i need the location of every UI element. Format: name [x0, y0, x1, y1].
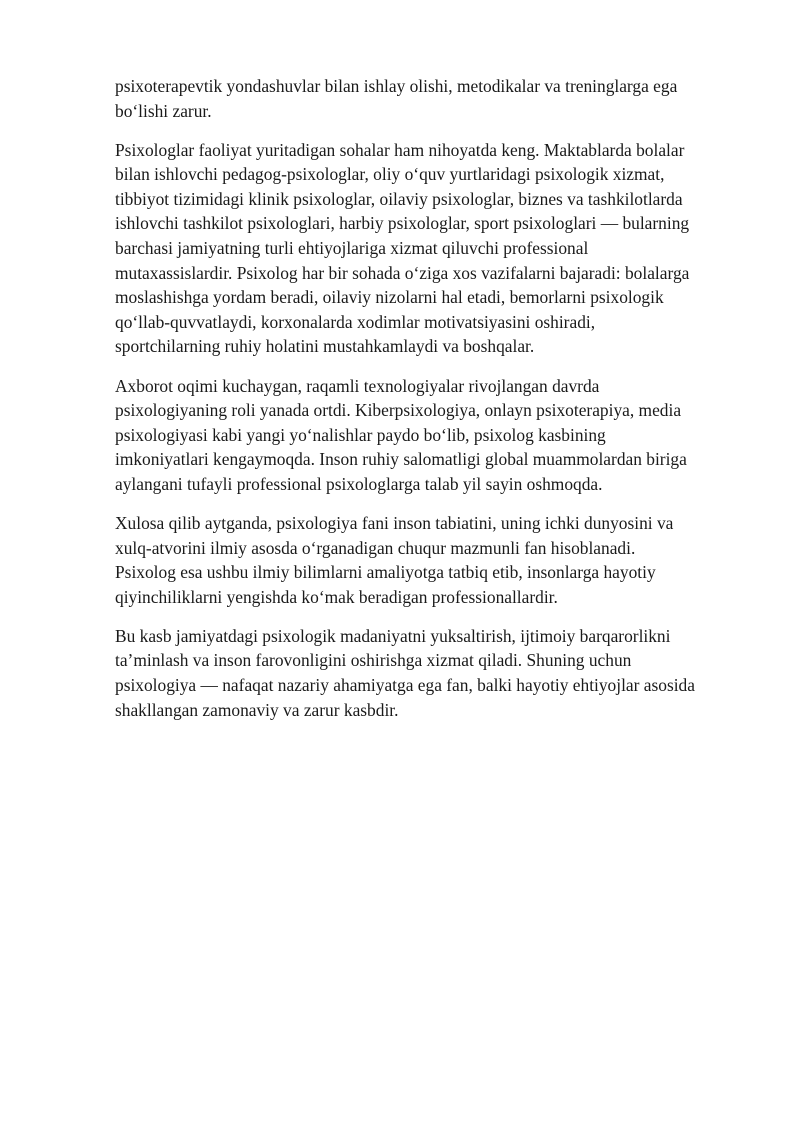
text-line: xulq-atvorini ilmiy asosda o‘rganadigan chuqur mazmunli fan hisoblanadi. [115, 537, 636, 558]
text-line: psixologiyaning roli yanada ortdi. Kiberpsixologiya, onlayn psixoterapiya, media [115, 400, 682, 421]
text-line: psixologiyasi kabi yangi yo‘nalishlar paydo bo‘lib, psixolog kasbining [115, 424, 606, 445]
text-line: Psixolog esa ushbu ilmiy bilimlarni amaliyotga tatbiq etib, insonlarga hayotiy [115, 562, 656, 583]
paragraph-2 [115, 138, 755, 359]
document-body [115, 74, 755, 737]
paragraph-5 [115, 624, 755, 722]
text-line: tibbiyot tizimidagi klinik psixologlar, oilaviy psixologlar, biznes va tashkilotlarda [115, 188, 683, 209]
text-line: Psixologlar faoliyat yuritadigan sohalar ham nihoyatda keng. Maktablarda bolalar [115, 139, 685, 160]
text-line: psixologiya — nafaqat nazariy ahamiyatga ega fan, balki hayotiy ehtiyojlar asosida [115, 675, 695, 696]
text-line: psixoterapevtik yondashuvlar bilan ishlay olishi, metodikalar va treninglarga ega [115, 76, 678, 96]
text-line: Xulosa qilib aytganda, psixologiya fani inson tabiatini, uning ichki dunyosini va [115, 513, 674, 533]
text-line: mutaxassislardir. Psixolog har bir sohada o‘ziga xos vazifalarni bajaradi: bolalarga [115, 262, 690, 283]
text-line: bo‘lishi zarur. [115, 100, 212, 121]
text-line: shakllangan zamonaviy va zarur kasbdir. [115, 699, 399, 720]
text-line: barchasi jamiyatning turli ehtiyojlariga xizmat qiluvchi professional [115, 238, 589, 259]
text-line: qiyinchiliklarni yengishda ko‘mak beradigan professionallardir. [115, 586, 558, 607]
text-line: Bu kasb jamiyatdagi psixologik madaniyatni yuksaltirish, ijtimoiy barqarorlikni [115, 625, 671, 646]
text-line: aylangani tufayli professional psixologlarga talab yil sayin oshmoqda. [115, 473, 603, 494]
paragraph-4 [115, 511, 755, 609]
text-line: moslashishga yordam beradi, oilaviy nizolarni hal etadi, bemorlarni psixologik [115, 287, 664, 308]
text-line: sportchilarning ruhiy holatini mustahkamlaydi va boshqalar. [115, 336, 535, 357]
paragraph-1 [115, 74, 755, 123]
text-line: ishlovchi tashkilot psixologlari, harbiy psixologlar, sport psixologlari — bularning [115, 213, 690, 234]
paragraph-3 [115, 374, 755, 497]
text-line: ta’minlash va inson farovonligini oshirishga xizmat qiladi. Shuning uchun [115, 650, 632, 671]
text-line: Axborot oqimi kuchaygan, raqamli texnologiyalar rivojlangan davrda [115, 375, 600, 396]
text-line: qo‘llab-quvvatlaydi, korxonalarda xodimlar motivatsiyasini oshiradi, [115, 311, 596, 332]
text-line: imkoniyatlari kengaymoqda. Inson ruhiy salomatligi global muammolardan biriga [115, 449, 687, 470]
text-line: bilan ishlovchi pedagog-psixologlar, oliy o‘quv yurtlaridagi psixologik xizmat, [115, 164, 665, 185]
